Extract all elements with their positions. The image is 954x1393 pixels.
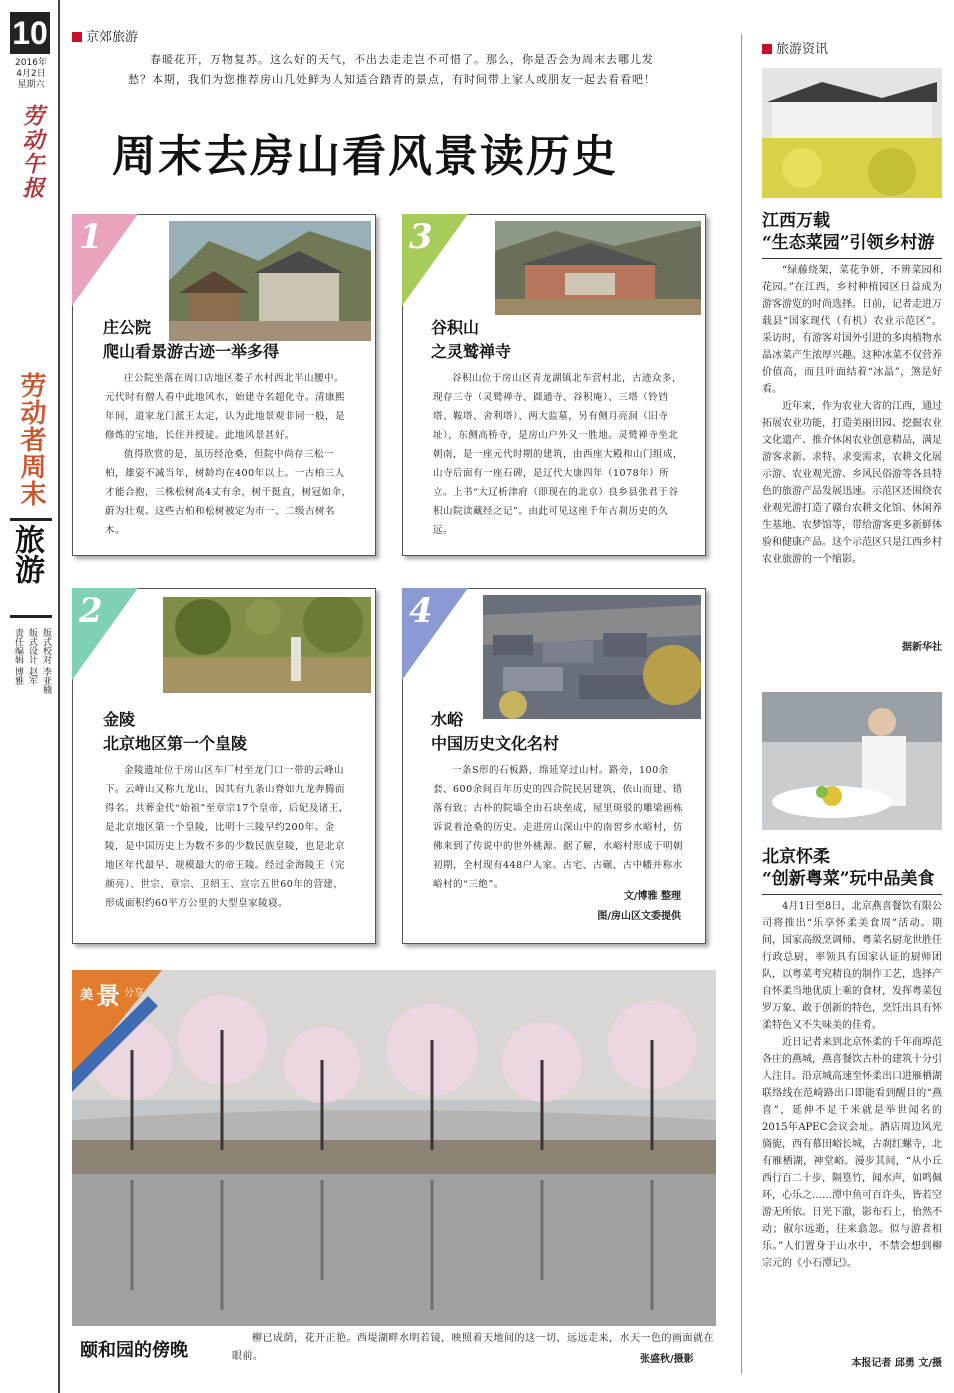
card-title: 谷积山	[431, 318, 480, 337]
news2-rule	[762, 894, 942, 895]
news2-credit: 本报记者 邱勇 文/摄	[851, 1358, 942, 1369]
date-year: 2016年	[15, 58, 47, 68]
card-gujishan	[402, 214, 706, 556]
mausoleum-photo	[163, 597, 371, 693]
card-zhuanggongyuan	[72, 214, 376, 556]
card-title: 金陵	[103, 710, 136, 729]
news2-body: 4月1日至8日，北京燕喜餐饮有限公司将推出“乐享怀柔美食周”活动。期间，国家高级烹调师、粤菜名厨龙世胜任行政总厨，率领具有国家认证的厨师团队，以粤菜考究精良的制作工艺，选择产自怀柔当地优质上乘的食材，发挥粤菜包罗万象、敢于创新的特色，烹饪出具有怀柔特色又不失味美的佳肴。 近日记者来到北京怀柔的千年商埠范各庄的燕城，燕喜餐饮古朴的建筑十分引人注目。沿京城高速至怀柔出口进雁栖湖联络线在范崎路出口即能看到醒目的“燕喜”，延伸不足千米就是举世闻名的2015年APEC会议会址。酒店周边风光旖旎，西有慕田峪长城，古刹红螺寺，北有雁栖湖，神堂峪。漫步其间，“从小丘西行百二十步，隔篁竹，闻水声，如鸣佩环，心乐之……潭中鱼可百许头，皆若空游无所依。日光下澈，影布石上，佁然不动；俶尔远逝，往来翕忽。似与游者相乐。”人们置身于山水中，不禁会想到柳宗元的《小石潭记》。	[762, 901, 942, 1269]
card-body: 一条S形的石板路，绵延穿过山村。路旁，100余套、600余间百年历史的四合院民居建筑，依山而建、错落有致；古朴的院墙全由石块垒成，屋里斑驳的雕梁画栋诉说着沧桑的历史。走进房山深山中的南窖乡水峪村，仿佛来到了传说中的世外桃源。据了解，水峪村形成于明朝初期，全村现有448户人家。古宅、古碾、古中幡并称水峪村的“三绝”。	[433, 765, 684, 890]
scenic-title: 颐和园的傍晚	[80, 1340, 188, 1361]
card-title: 水峪	[431, 710, 464, 729]
scenic-tag-share: 分享	[124, 988, 144, 999]
card-body: 金陵遗址位于房山区车厂村至龙门口一带的云峰山下。云峰山又称九龙山，因其有九条山脊如九龙奔腾而得名。共葬金代“始祖”至章宗17个皇帝，后妃及诸王，是北京地区第一个皇陵，比明十三陵早约200年。金陵，是中国历史上为数不多的少数民族皇陵，也是北京地区年代最早、规模最大的帝王陵。经过金海陵王（完颜亮）、世宗、章宗、卫绍王、宣宗五世60年的营建，形成面积约60平方公里的大型皇家陵寝。	[105, 765, 349, 909]
monastery-photo	[495, 221, 701, 315]
card-subtitle: 北京地区第一个皇陵	[103, 734, 248, 753]
editor-credits	[12, 628, 51, 708]
photo-credit: 图/房山区文委提供	[597, 911, 681, 922]
news1-subtitle: “生态菜园”引领乡村游	[762, 233, 935, 253]
card-subtitle: 之灵鹫禅寺	[431, 342, 512, 361]
brand-logo: 劳动午报	[19, 104, 45, 200]
card-title: 庄公院	[103, 318, 152, 337]
card-body: 谷积山位于房山区青龙湖镇北车营村北，古迹众多，现存三寺（灵鹫禅寺、圆通寺、谷积庵）、三塔（铃铛塔、鞍塔、舍利塔）、两大监墓，另有侧月亮洞（旧寺址），东侧高桥寺，是房山户外又一胜地。灵鹫禅寺坐北朝南，是一座元代时期的建筑，由西座大殿和山门组成，山寺后面有一座石碑，是辽代大康四年（1078年）所立。上书“大辽析津府（即现在的北京）良乡县张君于谷积山院读藏经之记”。由此可见这座千年古刹历史的久远。	[433, 373, 684, 536]
news-section-label: 旅游资讯	[762, 38, 828, 57]
text-credit: 文/博雅 整理	[623, 891, 681, 902]
scenic-tag-jing: 景	[96, 982, 120, 1010]
column-divider	[741, 34, 742, 1374]
date-month-day: 4月2日	[16, 69, 46, 79]
card-subtitle: 爬山看景游古迹一举多得	[103, 342, 280, 361]
intro-text: 春暖花开，万物复苏。这么好的天气，不出去走走岂不可惜了。那么，你是否会为周末去哪儿发愁？本期，我们为您推荐房山几处鲜为人知适合踏青的景点，有时间带上家人或朋友一起去看看吧！	[128, 53, 656, 86]
card-number: 3	[409, 217, 433, 257]
news1-title: 江西万载	[762, 211, 830, 231]
card-number: 1	[79, 217, 103, 257]
card-jinling	[72, 588, 376, 944]
card-body: 庄公院坐落在周口店地区娄子水村西北半山腰中。元代时有僧人看中此地风水，始建寺名超化寺。清康熙年间，道家龙门派王太定，认为此地景观非同一般，是修炼的宝地，长住并授徒。此地风景甚好。 值得欣赏的是，虽历经沧桑，但院中尚存三松一柏，雄姿不减当年，树龄均在400年以上。一古柏三人才能合抱，三株松树高4丈有余，树干挺直，树冠如伞，蔚为壮观。这些古柏和松树被定为市一、二级古树名木。	[105, 373, 352, 536]
main-title: 周末去房山看风景读历史	[112, 131, 618, 182]
news2-title: 北京怀柔	[762, 847, 830, 867]
news1-body: “绿藤绕架，菜花争妍，不辨菜园和花园。”在江西，乡村种植园区日益成为游客游览的时尚选择。日前，记者走进万载县“国家现代（有机）农业示范区”。采访时，有游客对国外引进的多肉植物水晶冰菜产生浓厚兴趣。这种冰菜不仅营养价值高，而且叶面结着“冰晶”，煞是好看。 近年来，作为农业大省的江西，通过拓展农业功能，打造美丽田园、挖掘农业文化遗产、推介休闲农业创意精品，满足游客求新、求特、求变需求，农耕文化展示游、农业观光游、乡风民俗游等各具特色的旅游产品发展迅速。示范区还围绕农业观光游打造了赣台农耕文化馆、休闲养生基地、农梦馆等，带给游客更多新鲜体验和健康产品。这个示范区只是江西乡村农业旅游的一个缩影。	[762, 265, 942, 565]
date-weekday: 星期六	[17, 80, 45, 90]
section-title: 旅游	[9, 524, 44, 584]
card-subtitle: 中国历史文化名村	[431, 734, 560, 753]
weekly-title: 劳动者周末	[16, 372, 46, 507]
scenic-caption: 柳已成荫，花开正艳。西堤湖畔水明若镜，映照着天地间的这一切，远远走来，水天一色的画面就在眼前。	[232, 1333, 714, 1362]
village-photo	[483, 595, 701, 719]
section-label: 京郊旅游	[72, 26, 138, 45]
card-shuiyu	[402, 588, 706, 944]
page-number: 10	[10, 12, 50, 54]
card-number: 2	[79, 591, 103, 631]
red-square-icon	[72, 32, 82, 42]
rapeseed-village-photo	[762, 68, 942, 198]
summer-palace-photo	[72, 970, 716, 1326]
news1-credit: 据新华社	[902, 642, 942, 653]
chef-photo	[762, 692, 942, 830]
news1-rule	[762, 258, 942, 259]
news2-subtitle: “创新粤菜”玩中品美食	[762, 869, 935, 889]
scenic-credit: 张盛秋/摄影	[640, 1354, 694, 1365]
credit-editor: 责任编辑 博雅	[13, 628, 23, 685]
scenic-tag-mei: 美	[80, 988, 94, 1003]
red-square-icon	[762, 44, 772, 54]
credit-proofreader: 版式校对 李亚楠	[41, 628, 51, 694]
credit-designer: 版式设计 赵军	[27, 628, 37, 685]
card-number: 4	[409, 591, 433, 631]
temple-courtyard-photo	[169, 221, 371, 341]
